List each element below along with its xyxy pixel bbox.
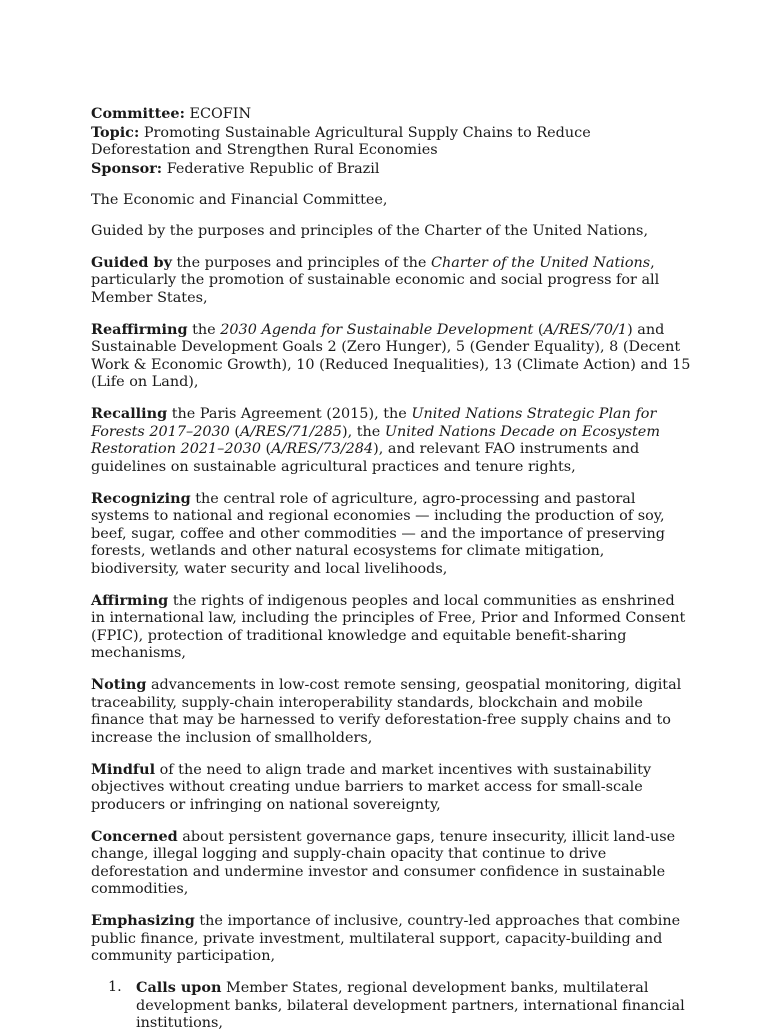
clause-reference: Charter of the United Nations [431,254,651,271]
clause-text: the importance of inclusive, country-led approaches that combine public finance, private investment, multilateral support, capacity-building and community participation, [91,913,681,964]
operative-clause-1 [91,979,691,1033]
clause-lead: Guided by [91,253,172,271]
clause-lead: Recognizing [91,489,191,507]
sponsor-value: Federative Republic of Brazil [162,160,380,177]
committee-value: ECOFIN [184,106,252,122]
committee-label: Committee: [91,105,185,122]
operative-text: Member States, regional development banks, multilateral development banks, bilateral development partners, international financial institutions, [136,980,685,1031]
clause-text: , particularly the promotion of sustainable economic and social progress for all Member States, [91,254,660,306]
clause-affirming [91,592,691,663]
clause-text: the rights of indigenous peoples and local communities as enshrined in international law, including the principles of Free, Prior and Informed Consent (FPIC), protection of traditional knowledge and equitable benefit-sharing mechanisms, [91,592,686,661]
clause-lead: Noting [91,676,147,693]
clause-text: of the need to align trade and market incentives with sustainability objectives without creating undue barriers to market access for small-scale producers or infringing on national sovereignty, [91,761,652,813]
clause-text: ( [533,321,544,338]
clause-reaffirming [91,321,691,392]
clause-text: ), the [341,423,385,440]
clause-text: the central role of agriculture, agro-processing and pastoral systems to national and regional economies — including the production of soy, beef, sugar, coffee and other commodities — and the importance of preserving forests, wetlands and other natural ecosystems for climate mitigation, biodiversity, water security and local livelihoods, [91,490,666,577]
sponsor-label: Sponsor: [91,159,163,177]
resolution-header [91,105,691,178]
clause-reference: United Nations Strategic Plan for Forests 2017–2030 [91,406,657,440]
clause-lead: Emphasizing [91,912,195,929]
operative-lead: Calls upon [136,979,222,996]
clause-text: advancements in low-cost remote sensing, geospatial monitoring, digital traceability, supply-chain interoperability standards, blockchain and mobile finance that may be harnessed to verify deforestation-free supply chains and to increase the inclusion of smallholders, [91,677,682,746]
committee-line [91,105,691,124]
clause-reference: 2030 Agenda for Sustainable Development [220,321,534,338]
topic-line [91,124,691,160]
clause-guided [91,254,691,308]
sponsor-line [91,160,691,179]
resolution-document [91,105,691,1033]
clause-reference: United Nations Decade on Ecosystem Restoration 2021–2030 [91,423,660,457]
clause-lead: Mindful [91,760,156,778]
clause-text: ) and Sustainable Development Goals 2 (Zero Hunger), 5 (Gender Equality), 8 (Decent Work & Economic Growth), 10 (Reduced Inequalities), 13 (Climate Action) and 15 (Life on Land), [91,321,691,390]
clause-text: the [187,321,221,338]
clause-reference: A/RES/71/285 [240,423,342,440]
clause-recognizing [91,490,691,579]
clause-text: ( [260,441,272,457]
clause-text: ), and relevant FAO instruments and guidelines on sustainable agricultural practices and tenure rights, [91,441,640,475]
operative-number: 1. [108,979,122,995]
clause-emphasizing [91,912,691,966]
clause-text: about persistent governance gaps, tenure insecurity, illicit land-use change, illegal logging and supply-chain opacity that continue to drive deforestation and undermine investor and consumer confidence in sustainable commodities, [91,828,676,897]
clause-concerned [91,828,691,899]
clause-text: the Paris Agreement (2015), the [167,406,412,422]
clause-lead: Concerned [91,827,178,845]
clause-reference: A/RES/70/1 [543,321,628,338]
plain-guided-line: Guided by the purposes and principles of the Charter of the United Nations, [91,222,649,239]
clause-lead: Affirming [91,591,169,609]
topic-label: Topic: [91,123,140,141]
clause-reference: A/RES/73/284 [271,441,374,457]
intro-line: The Economic and Financial Committee, [91,191,388,208]
topic-value: Promoting Sustainable Agricultural Supply Chains to Reduce Deforestation and Strengthen Rural Economies [91,124,591,158]
clause-text: the purposes and principles of the [171,254,432,271]
clause-recalling [91,405,691,476]
clause-text: ( [229,423,241,440]
clause-lead: Reaffirming [91,320,188,338]
clause-lead: Recalling [91,405,168,422]
clause-noting [91,676,691,747]
clause-mindful [91,761,691,815]
